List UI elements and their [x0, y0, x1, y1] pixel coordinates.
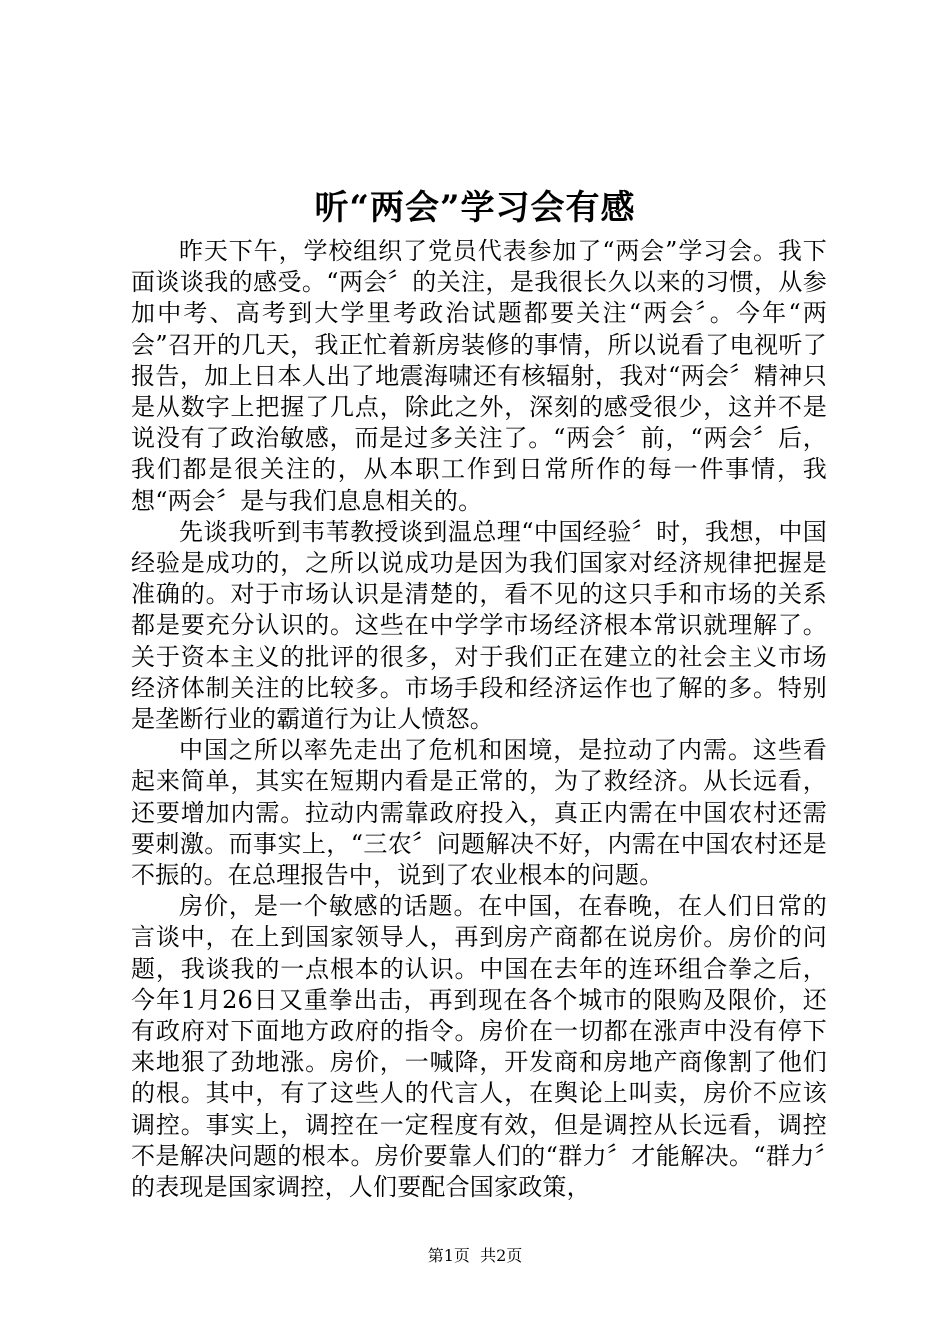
footer-spacer — [470, 1246, 480, 1265]
paragraph-3: 中国之所以率先走出了危机和困境，是拉动了内需。这些看起来简单，其实在短期内看是正常的，为了救经济。从长远看，还要增加内需。拉动内需靠政府投入，真正内需在中国农村还需要刺激。而事实上，“三农〞问题解决不好，内需在中国农村还是不振的。在总理报告中，说到了农业根本的问题。 — [131, 736, 827, 890]
paragraph-2: 先谈我听到韦苇教授谈到温总理“中国经验〞时，我想，中国经验是成功的，之所以说成功是因为我们国家对经济规律把握是准确的。对于市场认识是清楚的，看不见的这只手和市场的关系都是要充分认识的。这些在中学学市场经济根本常识就理解了。关于资本主义的批评的很多，对于我们正在建立的社会主义市场经济体制关注的比较多。市场手段和经济运作也了解的多。特别是垄断行业的霸道行为让人愤怒。 — [131, 517, 827, 734]
paragraph-4: 房价，是一个敏感的话题。在中国，在春晚，在人们日常的言谈中，在上到国家领导人，再到房产商都在说房价。房价的问题，我谈我的一点根本的认识。中国在去年的连环组合拳之后，今年1月26日又重拳出击，再到现在各个城市的限购及限价，还有政府对下面地方政府的指令。房价在一切都在涨声中没有停下来地狠了劲地涨。房价，一喊降，开发商和房地产商像割了他们的根。其中，有了这些人的代言人，在舆论上叫卖，房价不应该调控。事实上，调控在一定程度有效，但是调控从长远看，调控不是解决问题的根本。房价要靠人们的“群力〞才能解决。“群力〞的表现是国家调控，人们要配合国家政策， — [131, 892, 827, 1202]
document-body — [131, 236, 827, 1203]
page-number-current: 第1页 — [427, 1246, 470, 1265]
page-footer — [0, 1244, 950, 1268]
document-title: 听“两会”学习会有感 — [314, 188, 636, 228]
paragraph-1: 昨天下午，学校组织了党员代表参加了“两会”学习会。我下面谈谈我的感受。“两会〞的关注，是我很长久以来的习惯，从参加中考、高考到大学里考政治试题都要关注“两会〞。今年“两会”召开的几天，我正忙着新房装修的事情，所以说看了电视听了报告，加上日本人出了地震海啸还有核辐射，我对“两会〞精神只是从数字上把握了几点，除此之外，深刻的感受很少，这并不是说没有了政治敏感，而是过多关注了。“两会〞前，“两会〞后，我们都是很关注的，从本职工作到日常所作的每一件事情，我想“两会〞是与我们息息相关的。 — [131, 237, 827, 515]
page-number-total: 共2页 — [480, 1246, 523, 1265]
